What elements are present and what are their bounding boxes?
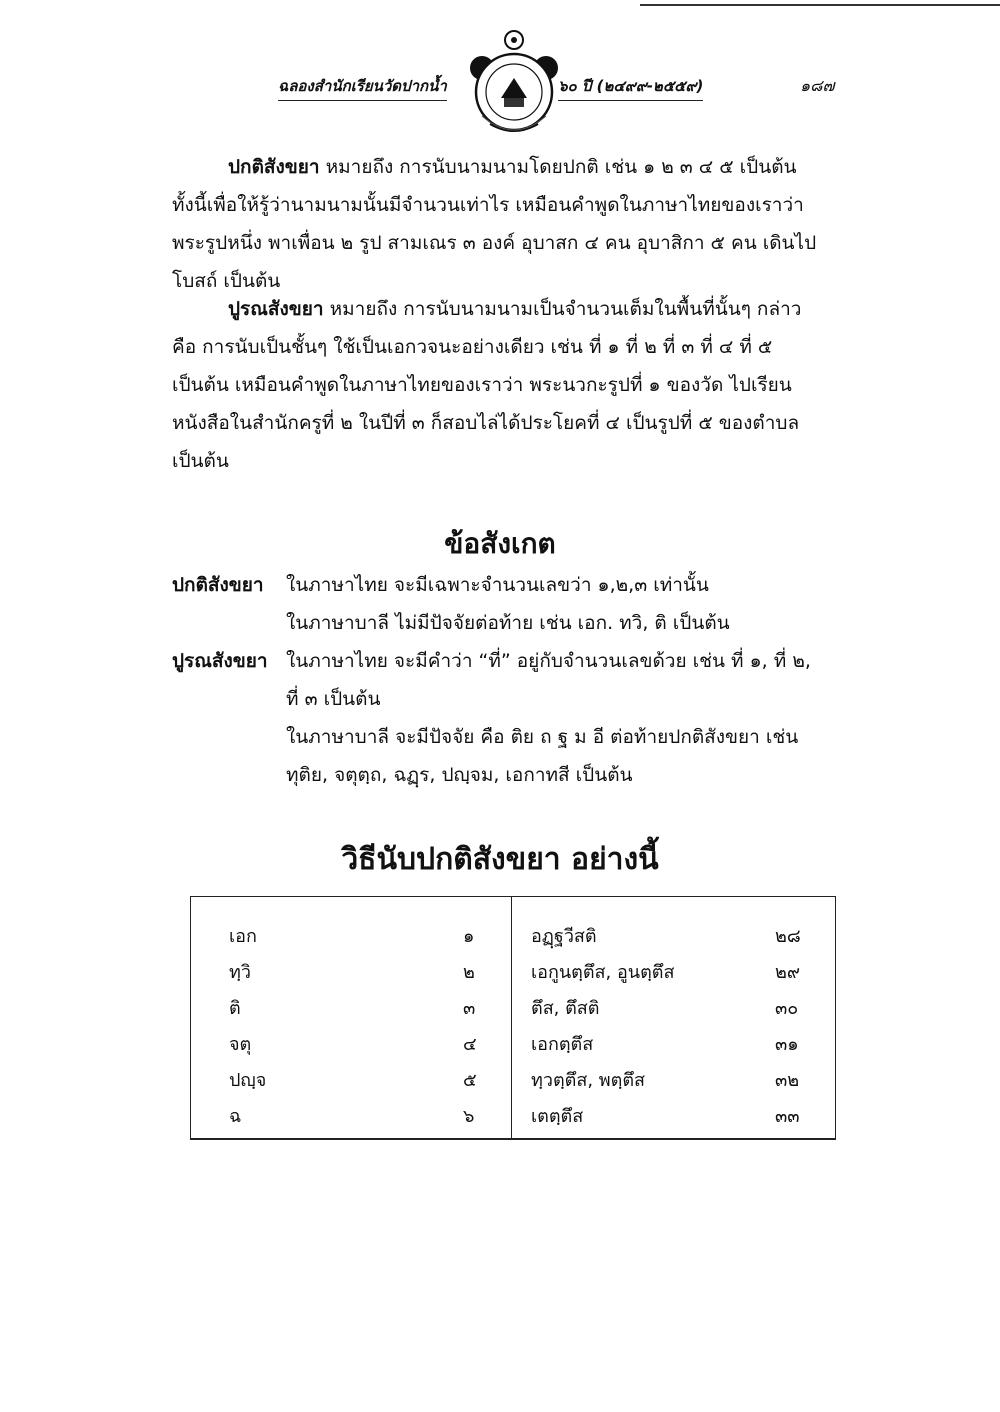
table-number: ๓ bbox=[463, 998, 476, 1019]
note-term-purana: ปูรณสังขยา bbox=[172, 650, 268, 672]
term-pakati: ปกติสังขยา bbox=[228, 156, 320, 178]
table-word: ทฺวิ bbox=[229, 962, 251, 983]
table-word: เตตฺตึส bbox=[531, 1106, 584, 1127]
paragraph-line: เป็นต้น เหมือนคำพูดในภาษาไทยของเราว่า พระนวกะรูปที่ ๑ ของวัด ไปเรียน bbox=[172, 374, 792, 396]
note-line: ที่ ๓ เป็นต้น bbox=[286, 688, 381, 710]
counting-table bbox=[190, 896, 836, 1140]
note-line: ในภาษาไทย จะมีเฉพาะจำนวนเลขว่า ๑,๒,๓ เท่านั้น bbox=[286, 574, 709, 596]
table-number: ๖ bbox=[463, 1106, 475, 1127]
table-number: ๒๘ bbox=[775, 926, 801, 947]
paragraph-line: ปูรณสังขยา หมายถึง การนับนามนามเป็นจำนวนเต็มในพื้นที่นั้นๆ กล่าว bbox=[228, 298, 802, 320]
paragraph-line: พระรูปหนึ่ง พาเพื่อน ๒ รูป สามเณร ๓ องค์ อุบาสก ๔ คน อุบาสิกา ๕ คน เดินไป bbox=[172, 232, 817, 254]
header-left-text: ฉลองสำนักเรียนวัดปากน้ำ bbox=[278, 74, 447, 101]
note-line: ในภาษาไทย จะมีคำว่า “ที่” อยู่กับจำนวนเลขด้วย เช่น ที่ ๑, ที่ ๒, bbox=[286, 650, 811, 672]
paragraph-line: เป็นต้น bbox=[172, 450, 229, 472]
note-line: ในภาษาบาลี จะมีปัจจัย คือ ติย ถ ฐ ม อี ต่อท้ายปกติสังขยา เช่น bbox=[286, 726, 799, 748]
note-line: ทุติย, จตุตฺถ, ฉฏฺร, ปญฺจม, เอกาทสี เป็นต้น bbox=[286, 764, 633, 786]
page-number: ๑๘๗ bbox=[800, 76, 835, 95]
table-word: ปญฺจ bbox=[229, 1070, 267, 1091]
table-number: ๑ bbox=[463, 926, 475, 947]
table-number: ๒ bbox=[463, 962, 475, 983]
paragraph-line: ทั้งนี้เพื่อให้รู้ว่านามนามนั้นมีจำนวนเท่าไร เหมือนคำพูดในภาษาไทยของเราว่า bbox=[172, 194, 804, 216]
paragraph-line: หนังสือในสำนักครูที่ ๒ ในปีที่ ๓ ก็สอบไล่ได้ประโยคที่ ๔ เป็นรูปที่ ๕ ของตำบล bbox=[172, 412, 800, 434]
note-line: ในภาษาบาลี ไม่มีปัจจัยต่อท้าย เช่น เอก. ทวิ, ติ เป็นต้น bbox=[286, 612, 730, 634]
table-word: ตึส, ตึสติ bbox=[531, 998, 600, 1019]
notes-title: ข้อสังเกต bbox=[444, 527, 556, 560]
table-number: ๕ bbox=[463, 1070, 477, 1091]
school-seal-icon bbox=[468, 26, 560, 146]
paragraph-line: โบสถ์ เป็นต้น bbox=[172, 270, 281, 292]
table-word: อฏฺฐวีสติ bbox=[531, 926, 597, 947]
table-number: ๓๒ bbox=[775, 1070, 800, 1091]
paragraph-pakati bbox=[172, 148, 852, 300]
table-word: ติ bbox=[229, 998, 241, 1019]
table-word: เอกูนตฺตึส, อูนตฺตึส bbox=[531, 962, 675, 983]
note-term-pakati: ปกติสังขยา bbox=[172, 574, 264, 596]
table-word: ฉ bbox=[229, 1106, 242, 1127]
table-divider bbox=[511, 897, 512, 1138]
paragraph-purana bbox=[172, 290, 852, 480]
counting-title: วิธีนับปกติสังขยา อย่างนี้ bbox=[341, 842, 659, 877]
table-word: เอกตฺตึส bbox=[531, 1034, 594, 1055]
table-word: จตุ bbox=[229, 1034, 252, 1055]
page-header bbox=[0, 0, 1000, 150]
table-number: ๒๙ bbox=[775, 962, 801, 983]
paragraph-line: คือ การนับเป็นชั้นๆ ใช้เป็นเอกวจนะอย่างเดียว เช่น ที่ ๑ ที่ ๒ ที่ ๓ ที่ ๔ ที่ ๕ bbox=[172, 336, 773, 358]
table-word: ทฺวตฺตึส, พตฺตึส bbox=[531, 1070, 646, 1091]
table-number: ๓๐ bbox=[775, 998, 799, 1019]
paragraph-line: ปกติสังขยา หมายถึง การนับนามนามโดยปกติ เช่น ๑ ๒ ๓ ๔ ๕ เป็นต้น bbox=[228, 156, 797, 178]
term-purana: ปูรณสังขยา bbox=[228, 298, 324, 320]
table-word: เอก bbox=[229, 926, 257, 947]
table-number: ๔ bbox=[463, 1034, 477, 1055]
table-number: ๓๑ bbox=[775, 1034, 799, 1055]
header-right-text: ๖๐ ปี (๒๔๙๙-๒๕๕๙) bbox=[558, 74, 703, 101]
table-number: ๓๓ bbox=[775, 1106, 800, 1127]
